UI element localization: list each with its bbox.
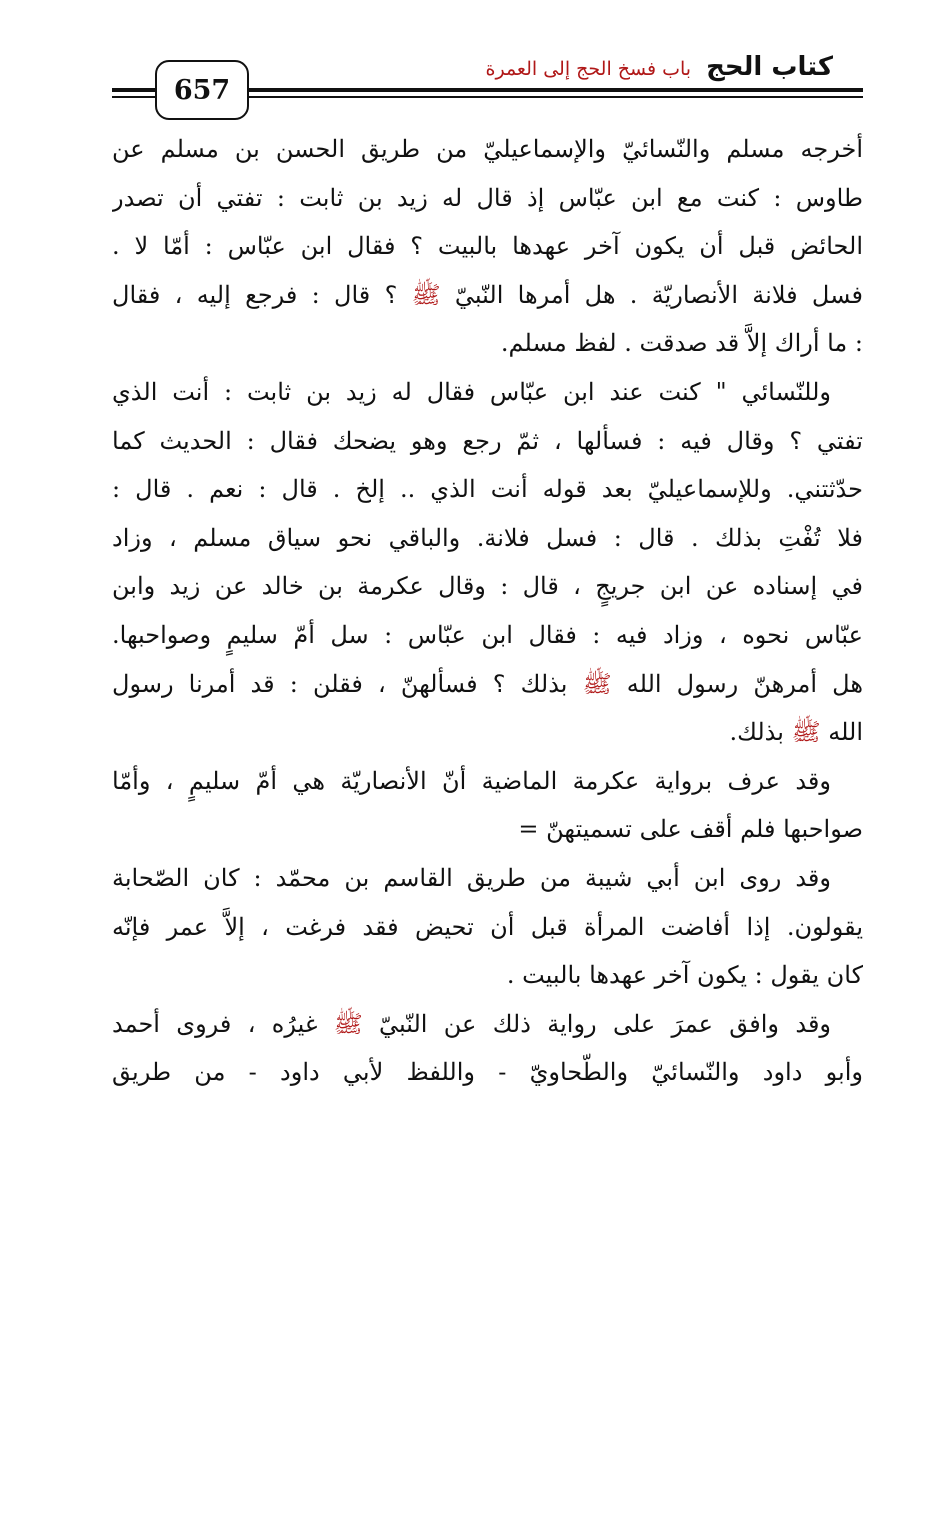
paragraph-4 [112,854,863,1000]
text-line: وللنّسائي " كنت عند ابن عبّاس فقال له زيد بن ثابت : أنت الذي [112,377,831,406]
chapter-title: باب فسخ الحج إلى العمرة [485,58,692,80]
page-number: 657 [155,60,249,120]
text-line: هل أمرهنّ رسول الله ﷺ بذلك ؟ فسألهنّ ، فقلن : قد أمرنا رسول [112,669,863,698]
paragraph-1 [112,125,863,368]
text-line: أخرجه مسلم والنّسائيّ والإسماعيليّ من طريق الحسن بن مسلم عن [112,135,863,163]
honorific-mark: ﷺ [582,669,612,698]
book-title: كتاب الحج [706,52,833,82]
paragraph-5 [112,1000,863,1097]
page-body [112,125,863,1097]
text-line: الحائض قبل أن يكون آخر عهدها بالبيت ؟ فقال ابن عبّاس : أمّا لا . [112,232,863,261]
honorific-mark: ﷺ [791,718,821,747]
honorific-mark: ﷺ [411,280,441,309]
text-line: في إسناده عن ابن جريجٍ ، قال : وقال عكرمة بن خالد عن زيد وابن [112,572,863,601]
text-line: وقد روى ابن أبي شيبة من طريق القاسم بن محمّد : كان الصّحابة [112,863,831,892]
text-line: فسل فلانة الأنصاريّة . هل أمرها النّبيّ ﷺ ؟ قال : فرجع إليه ، فقال [112,280,863,309]
paragraph-3 [112,757,863,854]
text-line: وقد عرف برواية عكرمة الماضية أنّ الأنصاريّة هي أمّ سليمٍ ، وأمّا [112,766,831,795]
paragraph-2 [112,368,863,757]
text-line: حدّثتني. وللإسماعيليّ بعد قوله أنت الذي .. إلخ . قال : نعم . قال : [112,475,863,504]
text-line: فلا تُفْتِ بذلك . قال : فسل فلانة. والباقي نحو سياق مسلم ، وزاد [112,523,863,552]
text-line: كان يقول : يكون آخر عهدها بالبيت . [506,961,863,990]
running-head [486,52,834,82]
text-line: طاوس : كنت مع ابن عبّاس إذ قال له زيد بن ثابت : تفتي أن تصدر [112,183,863,212]
text-line: يقولون. إذا أفاضت المرأة قبل أن تحيض فقد فرغت ، إلاَّ عمر فإنّه [112,912,863,941]
text-line: الله ﷺ بذلك. [729,718,863,747]
page-header [0,0,945,110]
text-line: صواحبها فلم أقف على تسميتهنّ = [518,815,863,844]
text-line: وقد وافق عمرَ على رواية ذلك عن النّبيّ ﷺ غيرُه ، فروى أحمد [112,1009,832,1038]
honorific-mark: ﷺ [333,1009,363,1038]
text-line: تفتي ؟ وقال فيه : فسألها ، ثمّ رجع وهو يضحك فقال : الحديث كما [112,426,863,455]
text-line: : ما أراك إلاَّ قد صدقت . لفظ مسلم. [500,329,863,358]
text-line: وأبو داود والنّسائيّ والطّحاويّ - واللفظ لأبي داود - من طريق [112,1058,863,1087]
text-line: عبّاس نحوه ، وزاد فيه : فقال ابن عبّاس : سل أمّ سليمٍ وصواحبها. [112,620,863,649]
